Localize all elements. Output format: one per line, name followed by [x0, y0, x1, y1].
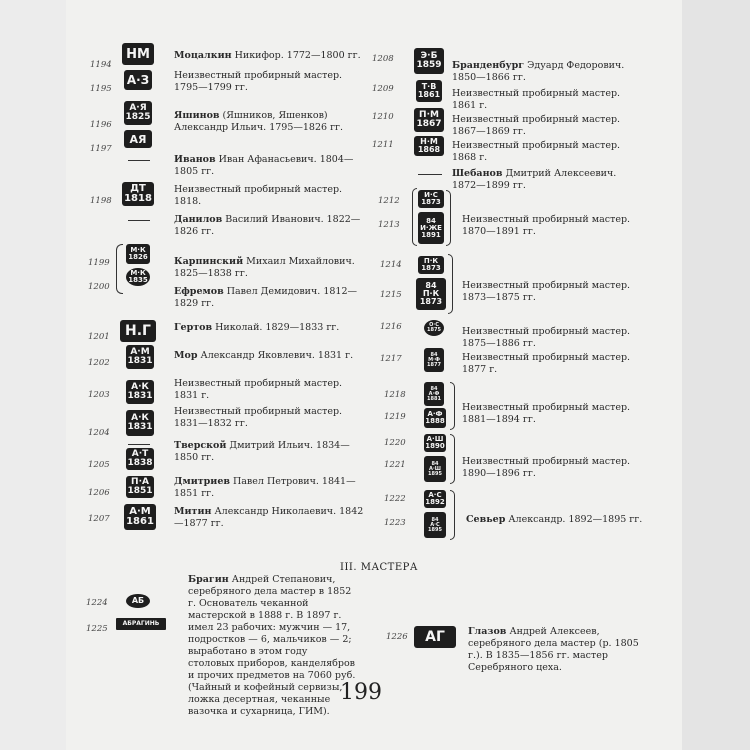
hallmark-stamp: А·З: [124, 70, 152, 90]
entry-number: 1202: [88, 358, 110, 368]
entry-text: Иванов Иван Афанасьевич. 1804—1805 гг.: [174, 154, 354, 177]
hallmark-stamp: О·С 1875: [424, 320, 444, 336]
entry-number: 1207: [88, 514, 110, 524]
hallmark-stamp: А·К 1831: [126, 380, 154, 404]
hallmark-stamp: 84 М·Ф 1877: [424, 348, 444, 372]
entry-text: Данилов Василий Иванович. 1822—1826 гг.: [174, 214, 361, 237]
hallmark-stamp: П·М 1867: [414, 108, 444, 132]
entry-text: Шебанов Дмитрий Алексеевич. 1872—1899 гг.: [452, 168, 617, 191]
hallmark-stamp: АБ: [126, 594, 150, 608]
entry-number: 1205: [88, 460, 110, 470]
entry-number: 1217: [380, 354, 402, 364]
hallmark-stamp: А·М 1861: [124, 504, 156, 530]
entry-number: 1223: [384, 518, 406, 528]
entry-text: Неизвестный пробирный мастер. 1873—1875 гг.: [462, 280, 631, 303]
entry-number: 1218: [384, 390, 406, 400]
surname: Ефремов: [174, 286, 224, 297]
hallmark-stamp: А·Ф 1888: [424, 408, 446, 428]
entry-text: Мор Александр Яковлевич. 1831 г.: [174, 350, 354, 361]
entry-text: Митин Александр Николаевич. 1842—1877 гг.: [174, 506, 364, 529]
entry-text: Глазов Андрей Алексеев, серебряного дела мастер (р. 1805 г.). В 1835—1856 гг. мастер Серебряного цеха.: [468, 626, 639, 673]
dash-mark: [128, 220, 150, 221]
entry-number: 1222: [384, 494, 406, 504]
entry-number: 1200: [88, 282, 110, 292]
entry-number: 1224: [86, 598, 108, 608]
entry-text: Неизвестный пробирный мастер. 1831—1832 гг.: [174, 406, 343, 429]
surname: Севьер: [466, 514, 506, 525]
dash-mark: [128, 160, 150, 161]
surname: Бранденбург: [452, 60, 525, 71]
page-edge-shadow: [682, 0, 750, 750]
group-brace: [412, 188, 417, 246]
hallmark-stamp: 84 А·С 1895: [424, 512, 446, 538]
entry-number: 1212: [378, 196, 400, 206]
surname: Мор: [174, 350, 198, 361]
section-title: III. МАСТЕРА: [340, 562, 418, 573]
hallmark-stamp: 84 А·Ф 1881: [424, 382, 444, 406]
surname: Моцалкин: [174, 50, 232, 61]
entry-text: Неизвестный пробирный мастер. 1867—1869 гг.: [452, 114, 621, 137]
entry-number: 1221: [384, 460, 406, 470]
entry-text: Дмитриев Павел Петрович. 1841—1851 гг.: [174, 476, 356, 499]
hallmark-stamp: А·С 1892: [425, 491, 445, 506]
entry-number: 1226: [386, 632, 408, 642]
entry-number: 1210: [372, 112, 394, 122]
entry-text: Неизвестный пробирный мастер. 1868 г.: [452, 140, 621, 163]
entry-number: 1213: [378, 220, 400, 230]
entry-text: Неизвестный пробирный мастер. 1875—1886 гг.: [462, 326, 631, 349]
surname: Дмитриев: [174, 476, 230, 487]
hallmark-stamp: 84 И·ЖЕ 1891: [418, 212, 444, 244]
group-brace: [446, 190, 451, 246]
hallmark-stamp: НМ: [122, 43, 154, 65]
entry-text: Бранденбург Эдуард Федорович. 1850—1866 гг.: [452, 60, 625, 83]
entry-text: Неизвестный пробирный мастер. 1831 г.: [174, 378, 343, 401]
entry-text: Севьер Александр. 1892—1895 гг.: [466, 514, 643, 525]
entry-number: 1203: [88, 390, 110, 400]
group-brace: [448, 254, 453, 314]
entry-number: 1216: [380, 322, 402, 332]
surname: Шебанов: [452, 168, 503, 179]
entry-text: Ефремов Павел Демидович. 1812—1829 гг.: [174, 286, 357, 309]
entry-number: 1196: [90, 120, 112, 130]
hallmark-stamp: М·К 1826: [126, 244, 150, 264]
hallmark-stamp: Н·М 1868: [414, 136, 444, 156]
surname: Иванов: [174, 154, 216, 165]
entry-number: 1208: [372, 54, 394, 64]
group-brace: [450, 490, 455, 540]
hallmark-stamp: М·К 1835: [126, 268, 150, 286]
surname: Яшинов: [174, 110, 220, 121]
hallmark-stamp: И·С 1873: [418, 190, 444, 208]
entry-number: 1195: [90, 84, 112, 94]
dash-mark: [128, 444, 150, 445]
surname: Карпинский: [174, 256, 244, 267]
surname: Гертов: [174, 322, 213, 333]
surname: Данилов: [174, 214, 223, 225]
hallmark-stamp: Т·В 1861: [416, 80, 442, 102]
entry-text: Моцалкин Никифор. 1772—1800 гг.: [174, 50, 361, 61]
entry-text: Неизвестный пробирный мастер. 1877 г.: [462, 352, 631, 375]
hallmark-stamp: П·К 1873: [418, 256, 444, 274]
hallmark-stamp: АГ: [414, 626, 456, 648]
entry-number: 1215: [380, 290, 402, 300]
hallmark-stamp: А·М 1831: [126, 345, 154, 369]
group-brace: [450, 382, 455, 430]
group-brace: [116, 244, 123, 294]
entry-number: 1201: [88, 332, 110, 342]
entry-number: 1206: [88, 488, 110, 498]
group-brace: [450, 434, 455, 484]
dash-mark: [418, 174, 442, 175]
entry-text: Яшинов (Яшников, Яшенков) Александр Ильич. 1795—1826 гг.: [174, 110, 344, 133]
hallmark-stamp: П·А 1851: [127, 477, 153, 496]
entry-number: 1211: [372, 140, 394, 150]
entry-number: 1194: [90, 60, 112, 70]
surname: Глазов: [468, 626, 507, 637]
entry-text: Неизвестный пробирный мастер. 1890—1896 гг.: [462, 456, 631, 479]
hallmark-stamp: Э·Б 1859: [414, 48, 444, 74]
hallmark-stamp: 84 А·Ш 1895: [424, 456, 446, 482]
hallmark-stamp: ДТ 1818: [122, 182, 154, 206]
entry-text: Брагин Андрей Степанович, серебряного дела мастер в 1852 г. Основатель чеканной мастерской в 1888 г. В 1897 г. имел 23 рабочих: мужчин — 17, подростков — 6, мальчиков — 2; выработано в этом году столовых приборов, канделябров и прочих предметов на 7060 руб. (Чайный и кофейный сервизы, ложка десертная, чеканные вазочка и сухарница, ГИМ).: [188, 574, 356, 717]
entry-number: 1220: [384, 438, 406, 448]
entry-text: Тверской Дмитрий Ильич. 1834—1850 гг.: [174, 440, 350, 463]
surname: Брагин: [188, 574, 229, 585]
entry-text: Гертов Николай. 1829—1833 гг.: [174, 322, 340, 333]
entry-text: Карпинский Михаил Михайлович. 1825—1838 гг.: [174, 256, 355, 279]
hallmark-stamp: А·Я 1825: [124, 101, 152, 125]
hallmark-stamp: Н.Г: [120, 320, 156, 342]
entry-number: 1204: [88, 428, 110, 438]
entry-text: Неизвестный пробирный мастер. 1870—1891 гг.: [462, 214, 631, 237]
entry-text: Неизвестный пробирный мастер. 1795—1799 гг.: [174, 70, 343, 93]
entry-number: 1214: [380, 260, 402, 270]
hallmark-stamp: АБРАГИНЬ: [116, 618, 166, 630]
entry-number: 1219: [384, 412, 406, 422]
entry-number: 1199: [88, 258, 110, 268]
entry-number: 1198: [90, 196, 112, 206]
hallmark-stamp: А·К 1831: [126, 410, 154, 436]
hallmark-stamp: 84 П·К 1873: [416, 278, 446, 310]
entry-text: Неизвестный пробирный мастер. 1818.: [174, 184, 343, 207]
hallmark-stamp: А·Ш 1890: [425, 435, 445, 450]
entry-text: Неизвестный пробирный мастер. 1861 г.: [452, 88, 621, 111]
hallmark-stamp: А·Т 1838: [127, 449, 153, 468]
surname: Тверской: [174, 440, 227, 451]
surname: Митин: [174, 506, 212, 517]
entry-text: Неизвестный пробирный мастер. 1881—1894 гг.: [462, 402, 631, 425]
entry-number: 1225: [86, 624, 108, 634]
hallmark-stamp: АЯ: [124, 130, 152, 148]
page-number: 199: [340, 680, 382, 705]
entry-number: 1209: [372, 84, 394, 94]
entry-number: 1197: [90, 144, 112, 154]
